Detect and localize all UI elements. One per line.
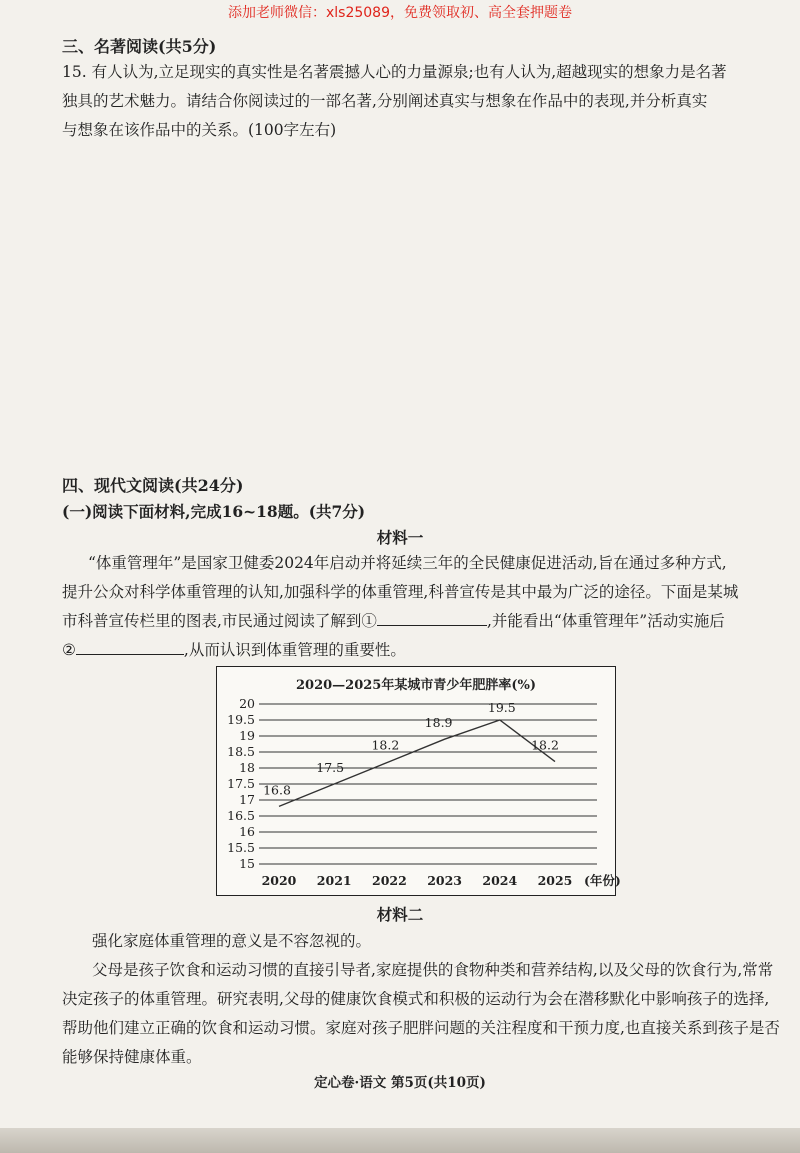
y-tick-label: 15.5 xyxy=(227,840,255,855)
y-tick-label: 17.5 xyxy=(227,776,255,791)
data-label: 18.9 xyxy=(424,715,453,731)
y-tick-label: 16 xyxy=(239,824,255,839)
page-footer: 定心卷·语文 第5页(共10页) xyxy=(314,1075,486,1091)
promo-banner: 添加老师微信：xls25089，免费领取初、高全套押题卷 xyxy=(227,5,572,21)
paragraph: 父母是孩子饮食和运动习惯的直接引导者,家庭提供的食物种类和营养结构,以及父母的饮食行为,常常决定孩子的体重管理。研究表明,父母的健康饮食模式和积极的运动行为会在潜移默化中影响孩子的选择,帮助他们建立正确的饮食和运动习惯。家庭对孩子肥胖问题的关注程度和干预力度,也直接关系到孩子是否能够保持健康体重。 xyxy=(62,961,780,1066)
text-line: “体重管理年”是国家卫健委2024年启动并将延续三年的全民健康促进活动,旨在通过多种方式, xyxy=(88,554,727,572)
section-heading-modern-reading: 四、现代文阅读(共24分) xyxy=(62,476,244,495)
y-tick-label: 19 xyxy=(239,728,255,743)
x-unit-label: (年份) xyxy=(584,873,621,888)
y-tick-label: 17 xyxy=(239,792,255,807)
x-tick-label: 2022 xyxy=(372,873,407,888)
text-line-with-blank: ② ,从而认识到体重管理的重要性。 xyxy=(62,636,780,665)
answer-blank-2[interactable] xyxy=(76,636,184,655)
x-tick-label: 2025 xyxy=(537,873,573,888)
x-tick-label: 2023 xyxy=(427,873,462,888)
y-tick-label: 15 xyxy=(239,856,255,871)
material-1-text xyxy=(62,549,780,665)
chart-title: 2020—2025年某城市青少年肥胖率(%) xyxy=(295,678,537,693)
scan-edge-shadow xyxy=(0,1128,800,1153)
x-tick-label: 2020 xyxy=(261,873,297,888)
section-heading-reading-classics: 三、名著阅读(共5分) xyxy=(62,37,217,56)
x-tick-label: 2021 xyxy=(316,873,352,888)
question-text-line: 独具的艺术魅力。请结合你阅读过的一部名著,分别阐述真实与想象在作品中的表现,并分析真实 xyxy=(62,92,708,110)
text-line: 提升公众对科学体重管理的认知,加强科学的体重管理,科普宣传是其中最为广泛的途径。下面是某城 xyxy=(62,583,739,601)
y-tick-label: 18 xyxy=(239,760,255,775)
question-15 xyxy=(62,58,782,145)
subsection-heading: (一)阅读下面材料,完成16~18题。(共7分) xyxy=(62,502,366,521)
text-line-with-blank: 市科普宣传栏里的图表,市民通过阅读了解到① ,并能看出“体重管理年”活动实施后 xyxy=(62,607,780,636)
data-label: 19.5 xyxy=(487,700,516,715)
material-1-title: 材料一 xyxy=(376,528,424,547)
y-tick-label: 16.5 xyxy=(227,808,255,823)
answer-blank-1[interactable] xyxy=(377,607,487,626)
data-label: 18.2 xyxy=(371,737,400,753)
obesity-rate-line-chart xyxy=(216,666,621,896)
y-tick-label: 20 xyxy=(239,696,255,711)
question-number: 15. xyxy=(62,63,87,81)
y-tick-label: 18.5 xyxy=(227,744,255,759)
data-label: 16.8 xyxy=(263,782,291,798)
material-2-text xyxy=(62,927,780,1072)
x-tick-label: 2024 xyxy=(482,873,518,888)
data-label: 17.5 xyxy=(316,760,345,775)
question-text-line: 与想象在该作品中的关系。(100字左右) xyxy=(62,121,337,139)
chart-svg xyxy=(217,667,621,895)
data-label: 18.2 xyxy=(531,737,559,753)
paragraph: 强化家庭体重管理的意义是不容忽视的。 xyxy=(92,932,372,950)
question-text-line: 有人认为,立足现实的真实性是名著震撼人心的力量源泉;也有人认为,超越现实的想象力是名著 xyxy=(91,63,727,81)
material-2-title: 材料二 xyxy=(376,905,424,924)
y-tick-label: 19.5 xyxy=(227,712,255,727)
